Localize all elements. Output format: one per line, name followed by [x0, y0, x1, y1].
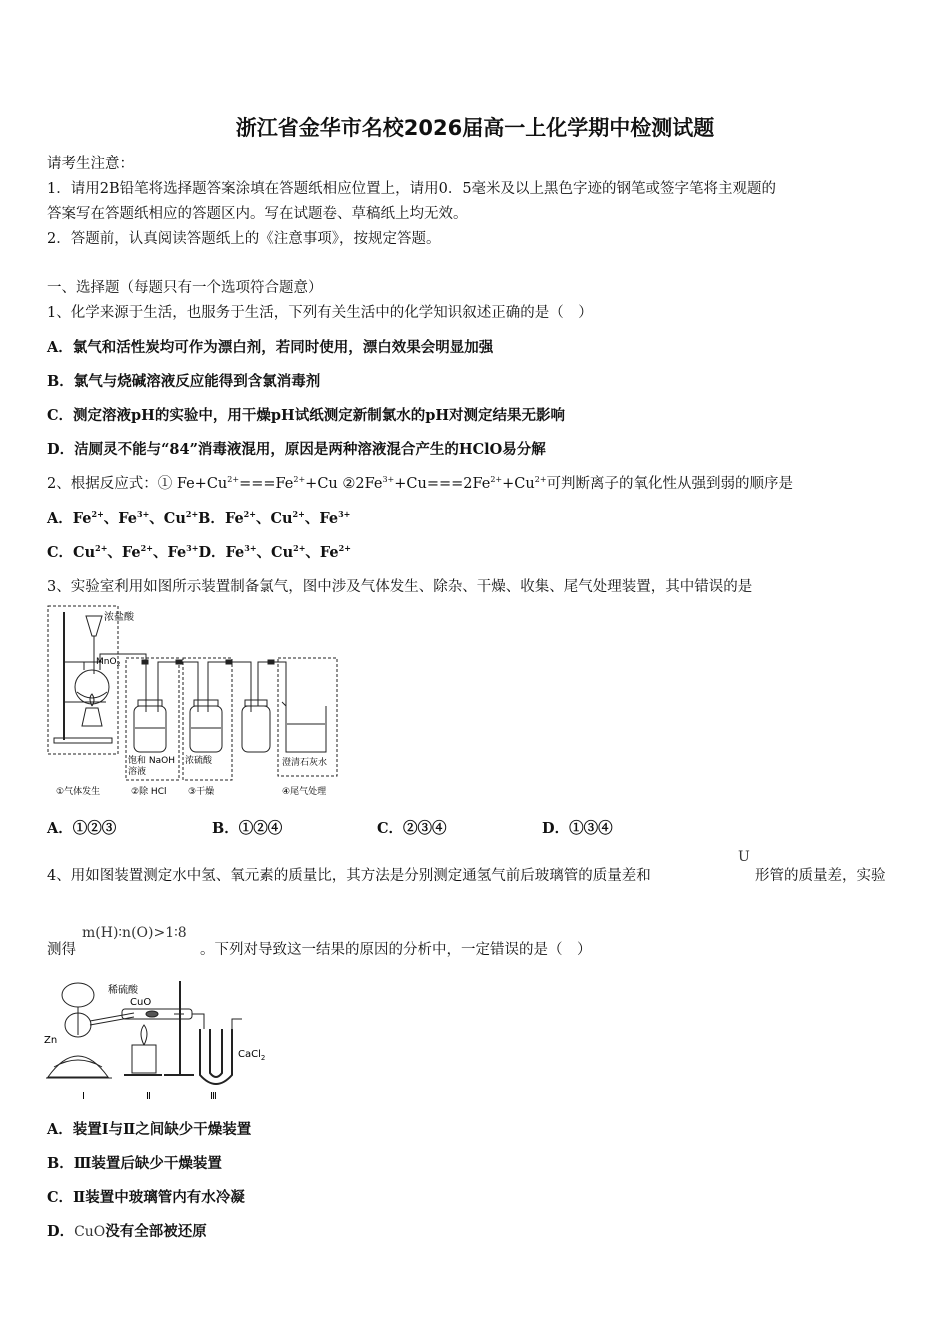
q3-option-b: B．①②④	[212, 820, 283, 837]
q2-option-a: A．$Fe^{2+}$、$Fe^{3+}$、$Cu^{2+}$	[47, 509, 199, 527]
q4-option-d: D．CuO没有全部被还原	[47, 1223, 207, 1240]
q4-option-c: C．Ⅱ装置中玻璃管内有水冷凝	[47, 1189, 245, 1206]
label-conc-h2so4: 浓硫酸	[185, 756, 213, 766]
label-zn: Zn	[44, 1035, 58, 1046]
caption-4: ④尾气处理	[282, 787, 327, 797]
q2-options-cd	[47, 541, 351, 562]
caption-3: ③干燥	[188, 787, 215, 797]
caption-2: ②除 HCl	[131, 787, 167, 797]
label-mno2: MnO$_2$	[96, 657, 121, 668]
q4-stem-c: 测得	[47, 942, 76, 958]
h2so4-bottle	[190, 706, 222, 752]
q3-option-d: D．①③④	[542, 820, 613, 837]
label-apparatus-2: Ⅱ	[146, 1091, 151, 1102]
q1-stem: 1、化学来源于生活，也服务于生活，下列有关生活中的化学知识叙述正确的是（ ）	[47, 305, 593, 321]
label-cacl2: CaCl$_2$	[238, 1049, 266, 1062]
q2-options-ab	[47, 507, 350, 528]
q2-option-d: D．$Fe^{3+}$、$Cu^{2+}$、$Fe^{2+}$	[198, 543, 351, 561]
q3-option-a: A．①②③	[47, 820, 117, 837]
q2-option-b: B．$Fe^{2+}$、$Cu^{2+}$、$Fe^{3+}$	[198, 509, 351, 527]
mass-ratio-formula: m(H)∶n(O)>1∶8	[82, 925, 187, 941]
naoh-bottle	[134, 706, 166, 752]
notice-item-2: 2．答题前，认真阅读答题纸上的《注意事项》，按规定答题。	[47, 231, 441, 247]
notice-item-1a: 1．请用2B铅笔将选择题答案涂填在答题纸相应位置上，请用0．5毫米及以上黑色字迹的钢笔或签字笔将主观题的	[47, 181, 777, 197]
u-tube-symbol: U	[738, 849, 750, 865]
q1-option-d: D．洁厕灵不能与“84”消毒液混用，原因是两种溶液混合产生的HClO易分解	[47, 441, 546, 458]
section-heading: 一、选择题（每题只有一个选项符合题意）	[47, 280, 323, 296]
q3-option-c: C．②③④	[377, 820, 447, 837]
label-solution: 溶液	[128, 767, 147, 777]
q2-option-c: C．$Cu^{2+}$、$Fe^{2+}$、$Fe^{3+}$	[47, 543, 199, 561]
alcohol-lamp	[132, 1045, 156, 1073]
label-conc-hcl: 浓盐酸	[104, 612, 134, 623]
label-apparatus-3: Ⅲ	[210, 1091, 217, 1102]
label-cuo: CuO	[130, 997, 152, 1008]
q2-stem: 2、根据反应式：① $Fe+Cu^{2+}===Fe^{2+}+Cu$ $②2Fe^{3+}+Cu===2Fe^{2+}+Cu^{2+}$可判断离子的氧化性从强到弱的顺序是	[47, 475, 794, 492]
hydrogen-reduction-figure	[44, 975, 284, 1105]
u-tube	[200, 1029, 232, 1084]
q4-option-a: A．装置Ⅰ与Ⅱ之间缺少干燥装置	[47, 1121, 252, 1138]
q1-option-c: C．测定溶液pH的实验中，用干燥pH试纸测定新制氯水的pH对测定结果无影响	[47, 407, 566, 424]
notice-item-1b: 答案写在答题纸相应的答题区内。写在试题卷、草稿纸上均无效。	[47, 206, 468, 222]
q1-option-b: B．氯气与烧碱溶液反应能得到含氯消毒剂	[47, 373, 321, 390]
q4-stem-b: 形管的质量差，实验	[755, 868, 886, 884]
chlorine-apparatus-figure	[46, 602, 346, 802]
label-naoh: 饱和 NaOH	[128, 756, 175, 766]
q4-stem-d: 。下列对导致这一结果的原因的分析中，一定错误的是（ ）	[200, 942, 592, 958]
label-dilute-h2so4: 稀硫酸	[108, 985, 138, 996]
q4-option-b: B．Ⅲ装置后缺少干燥装置	[47, 1155, 222, 1172]
notice-heading: 请考生注意：	[47, 156, 134, 172]
page-title: 浙江省金华市名校2026届高一上化学期中检测试题	[235, 116, 715, 140]
collecting-bottle	[242, 706, 270, 752]
q3-stem: 3、实验室利用如图所示装置制备氯气，图中涉及气体发生、除杂、干燥、收集、尾气处理装置，其中错误的是	[47, 579, 753, 595]
q4-stem-a: 4、用如图装置测定水中氢、氧元素的质量比，其方法是分别测定通氢气前后玻璃管的质量差和	[47, 868, 651, 884]
cuo-formula: CuO	[74, 1224, 106, 1240]
caption-1: ①气体发生	[56, 787, 101, 797]
beaker	[286, 706, 326, 752]
q1-option-a: A．氯气和活性炭均可作为漂白剂，若同时使用，漂白效果会明显加强	[47, 339, 494, 356]
label-limewater: 澄清石灰水	[282, 758, 328, 768]
label-apparatus-1: Ⅰ	[82, 1091, 85, 1102]
